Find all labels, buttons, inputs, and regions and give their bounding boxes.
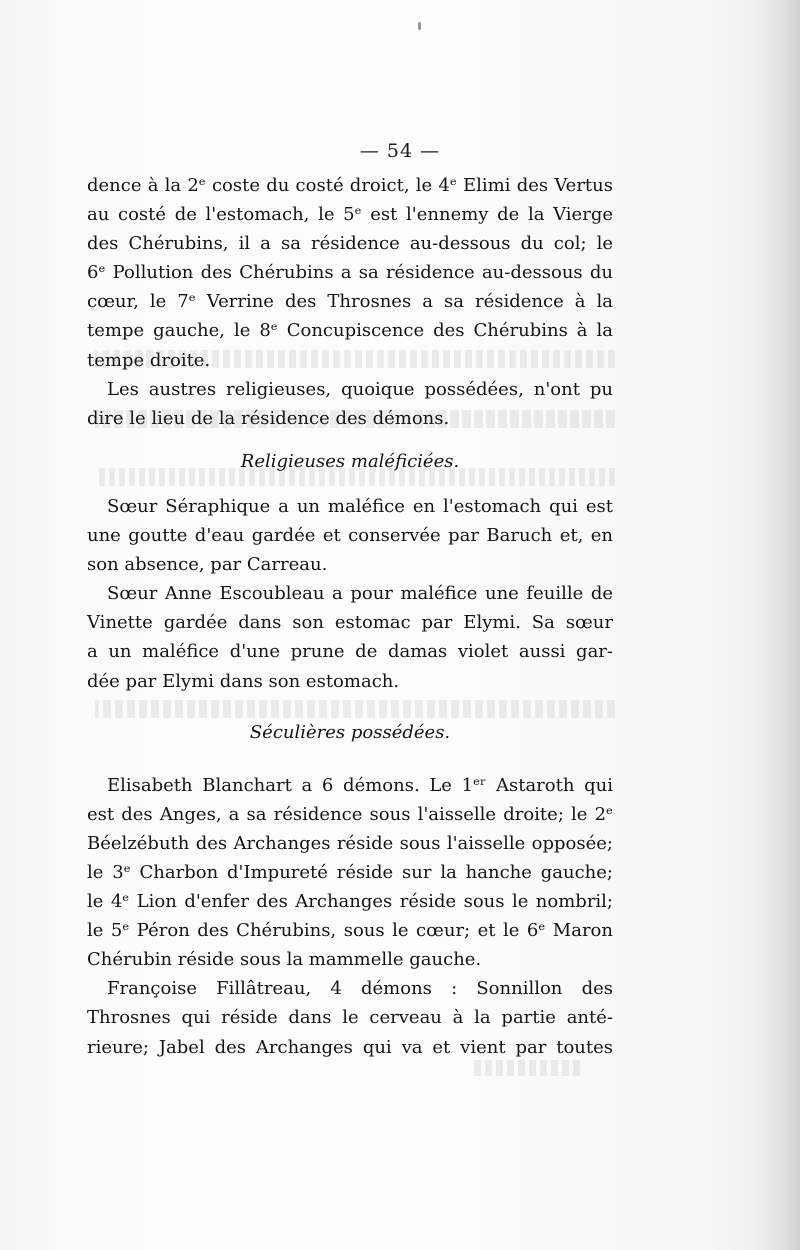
body-text xyxy=(87,171,613,1062)
text-line: tempe droite. xyxy=(87,349,211,371)
text-line: le 5ᵉ Péron des Chérubins, sous le cœur; et le 6ᵉ Maron xyxy=(87,920,613,942)
section-heading: Séculières possédées. xyxy=(249,721,451,743)
text-line: son absence, par Carreau. xyxy=(87,554,328,576)
text-line: cœur, le 7ᵉ Verrine des Throsnes a sa résidence à la xyxy=(87,291,613,313)
text-line: Sœur Anne Escoubleau a pour maléfice une feuille de xyxy=(107,583,613,605)
text-line: une goutte d'eau gardée et conservée par Baruch et, en xyxy=(87,525,613,547)
show-through-line xyxy=(470,1060,580,1076)
page-number: — 54 — xyxy=(359,140,441,162)
text-line: Béelzébuth des Archanges réside sous l'aisselle opposée; xyxy=(87,832,613,854)
text-line: a un maléfice d'une prune de damas violet aussi gar- xyxy=(87,641,613,663)
text-line: dée par Elymi dans son estomach. xyxy=(87,670,400,692)
text-line: dence à la 2ᵉ coste du costé droict, le 4ᵉ Elimi des Vertus xyxy=(87,175,613,196)
ink-speck xyxy=(418,22,421,30)
text-line: Throsnes qui réside dans le cerveau à la partie anté- xyxy=(87,1007,613,1029)
text-line: Vinette gardée dans son estomac par Elymi. Sa sœur xyxy=(87,612,613,634)
text-line: Sœur Séraphique a un maléfice en l'estomach qui est xyxy=(107,495,613,517)
text-line: tempe gauche, le 8ᵉ Concupiscence des Chérubins à la xyxy=(87,320,613,342)
page-edge-shadow xyxy=(758,0,800,1250)
text-line: le 3ᵉ Charbon d'Impureté réside sur la hanche gauche; xyxy=(87,861,613,883)
section-heading: Religieuses maléficiées. xyxy=(240,450,460,472)
text-line: Françoise Fillâtreau, 4 démons : Sonnillon des xyxy=(107,978,613,1000)
text-line: des Chérubins, il a sa résidence au-dessous du col; le xyxy=(87,233,613,255)
text-line: au costé de l'estomach, le 5ᵉ est l'ennemy de la Vierge xyxy=(87,204,613,226)
text-line: le 4ᵉ Lion d'enfer des Archanges réside sous le nombril; xyxy=(87,891,613,913)
text-line: est des Anges, a sa résidence sous l'aisselle droite; le 2ᵉ xyxy=(87,803,613,825)
text-line: dire le lieu de la résidence des démons. xyxy=(87,407,450,429)
text-line: rieure; Jabel des Archanges qui va et vient par toutes xyxy=(87,1036,613,1058)
text-line: Elisabeth Blanchart a 6 démons. Le 1ᵉʳ Astaroth qui xyxy=(107,774,613,796)
text-line: Les austres religieuses, quoique possédées, n'ont pu xyxy=(107,378,613,400)
text-line: 6ᵉ Pollution des Chérubins a sa résidence au-dessous du xyxy=(87,262,613,284)
text-line: Chérubin réside sous la mammelle gauche. xyxy=(87,949,482,971)
